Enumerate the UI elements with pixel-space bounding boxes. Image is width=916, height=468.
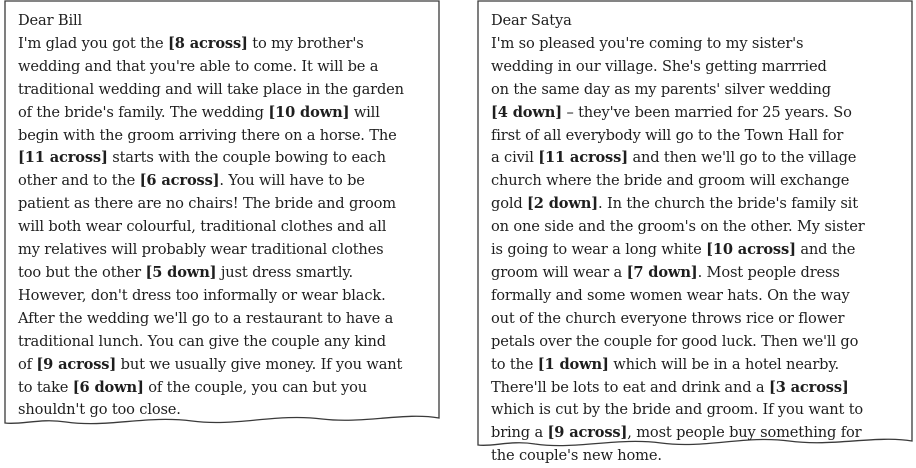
text-run: However, don't dress too informally or wear black. xyxy=(18,286,386,304)
text-run: I'm glad you got the xyxy=(18,34,169,52)
letter-line xyxy=(491,285,907,308)
text-run: and then we'll go to the village xyxy=(627,149,857,167)
letter-line xyxy=(491,56,907,79)
text-run: . Most people dress xyxy=(697,263,840,281)
salutation xyxy=(18,10,434,33)
text-run: which is cut by the bride and groom. If you want to xyxy=(491,401,864,419)
text-run: and the xyxy=(795,241,856,259)
text-run: will both wear colourful, traditional clothes and all xyxy=(18,218,387,236)
text-run: There'll be lots to eat and drink and a xyxy=(491,378,769,396)
clue-reference: [4 down] xyxy=(491,103,562,121)
text-run: groom will wear a xyxy=(491,263,627,281)
letter-line xyxy=(18,399,434,422)
text-run: to take xyxy=(18,378,73,396)
text-run: church where the bride and groom will exchange xyxy=(491,172,850,190)
text-run: a civil xyxy=(491,149,539,167)
text-run: traditional lunch. You can give the couple any kind xyxy=(18,332,386,350)
text-run: , most people buy something for xyxy=(627,424,862,442)
clue-reference: [1 down] xyxy=(537,355,609,373)
text-run: wedding and that you're able to come. It will be a xyxy=(18,57,379,75)
letter-line xyxy=(18,262,434,285)
clue-reference: [10 across] xyxy=(706,241,796,259)
letter-line xyxy=(491,239,907,262)
clue-reference: [9 across] xyxy=(36,355,117,373)
clue-reference: [10 down] xyxy=(268,103,350,121)
letter-line xyxy=(491,125,907,148)
text-run: will xyxy=(349,103,380,121)
clue-reference: [11 across] xyxy=(538,149,628,167)
text-run: but we usually give money. If you want xyxy=(116,355,403,373)
letter-line xyxy=(491,445,907,468)
letter-body xyxy=(18,10,434,422)
letter-line xyxy=(491,102,907,125)
letter-to-satya xyxy=(477,0,913,465)
text-run: my relatives will probably wear traditional clothes xyxy=(18,241,384,259)
text-run: of the couple, you can but you xyxy=(143,378,368,396)
letter-line xyxy=(18,102,434,125)
clue-reference: [6 down] xyxy=(72,378,144,396)
salutation xyxy=(491,10,907,33)
letter-to-bill xyxy=(4,0,440,430)
letter-line xyxy=(18,331,434,354)
letter-line xyxy=(18,308,434,331)
text-run: to my brother's xyxy=(247,34,364,52)
letter-line xyxy=(491,399,907,422)
text-run: . In the church the bride's family sit xyxy=(598,195,858,213)
letter-line xyxy=(491,262,907,285)
letter-line xyxy=(18,239,434,262)
text-run: on the same day as my parents' silver wedding xyxy=(491,80,831,98)
letter-line xyxy=(18,170,434,193)
text-run: wedding in our village. She's getting marrried xyxy=(491,57,827,75)
text-run: After the wedding we'll go to a restaurant to have a xyxy=(18,309,394,327)
text-run: . You will have to be xyxy=(219,172,365,190)
letter-line xyxy=(18,354,434,377)
text-run: – they've been married for 25 years. So xyxy=(561,103,852,121)
text-run: begin with the groom arriving there on a horse. The xyxy=(18,126,397,144)
letter-line xyxy=(18,147,434,170)
letter-line xyxy=(491,331,907,354)
text-run: formally and some women wear hats. On the way xyxy=(491,286,850,304)
text-run: patient as there are no chairs! The bride and groom xyxy=(18,195,396,213)
text-run: to the xyxy=(491,355,538,373)
letter-line xyxy=(18,33,434,56)
letter-line xyxy=(491,193,907,216)
letter-line xyxy=(491,170,907,193)
letter-line xyxy=(18,285,434,308)
text-run: out of the church everyone throws rice or flower xyxy=(491,309,845,327)
clue-reference: [3 across] xyxy=(768,378,849,396)
text-run: is going to wear a long white xyxy=(491,241,707,259)
text-run: bring a xyxy=(491,424,548,442)
text-run: of xyxy=(18,355,37,373)
clue-reference: [9 across] xyxy=(547,424,628,442)
letter-line xyxy=(18,377,434,400)
letter-line xyxy=(491,354,907,377)
letter-line xyxy=(18,79,434,102)
text-run: gold xyxy=(491,195,528,213)
text-run: first of all everybody will go to the Town Hall for xyxy=(491,126,844,144)
text-run: of the bride's family. The wedding xyxy=(18,103,269,121)
clue-reference: [2 down] xyxy=(527,195,598,213)
text-run: Dear Satya xyxy=(491,12,572,29)
text-run: the couple's new home. xyxy=(491,447,662,465)
text-run: traditional wedding and will take place in the garden xyxy=(18,80,404,98)
text-run: starts with the couple bowing to each xyxy=(107,149,386,167)
text-run: Dear Bill xyxy=(18,12,83,29)
letter-line xyxy=(491,33,907,56)
clue-reference: [5 down] xyxy=(145,263,217,281)
text-run: shouldn't go too close. xyxy=(18,401,181,419)
letter-line xyxy=(491,422,907,445)
clue-reference: [6 across] xyxy=(139,172,220,190)
clue-reference: [8 across] xyxy=(168,34,248,52)
letter-body xyxy=(491,10,907,468)
letter-line xyxy=(491,308,907,331)
text-run: too but the other xyxy=(18,263,146,281)
text-run: just dress smartly. xyxy=(216,263,354,281)
letter-line xyxy=(18,193,434,216)
text-run: other and to the xyxy=(18,172,140,190)
letter-line xyxy=(18,216,434,239)
clue-reference: [11 across] xyxy=(18,149,108,167)
letter-line xyxy=(491,79,907,102)
letter-line xyxy=(18,56,434,79)
letter-line xyxy=(18,125,434,148)
text-run: petals over the couple for good luck. Then we'll go xyxy=(491,332,859,350)
clue-reference: [7 down] xyxy=(626,263,698,281)
text-run: on one side and the groom's on the other. My sister xyxy=(491,218,865,236)
letter-line xyxy=(491,147,907,170)
text-run: I'm so pleased you're coming to my sister's xyxy=(491,34,804,52)
letter-line xyxy=(491,377,907,400)
letter-line xyxy=(491,216,907,239)
text-run: which will be in a hotel nearby. xyxy=(608,355,839,373)
